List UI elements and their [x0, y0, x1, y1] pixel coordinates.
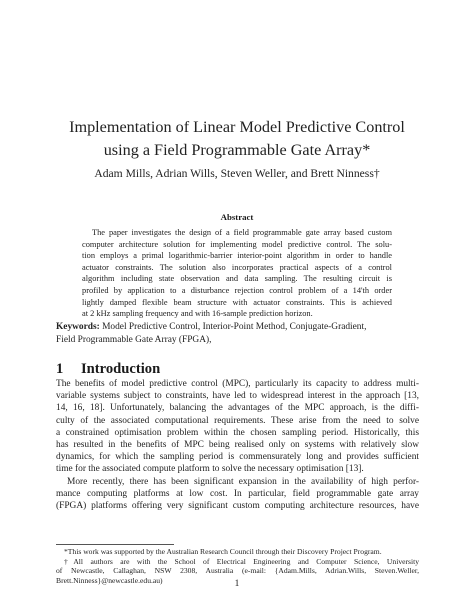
abstract-line: lightly damped flexible beam structure with actuator constraints. This is achieved [82, 297, 392, 307]
keywords-text-1: Model Predictive Control, Interior-Point Method, Conjugate-Gradient, [99, 322, 367, 332]
body-line: time for the associated compute platform to solve the necessary optimisation [13]. [56, 464, 364, 475]
abstract-line: tion employs a primal logarithmic-barrier interior-point algorithm in order to handle [82, 251, 392, 261]
section-title: Introduction [81, 361, 161, 377]
body-line: has resulted in the benefits of MPC being realised only on systems with relatively slow [56, 440, 419, 451]
author-list: Adam Mills, Adrian Wills, Steven Weller, and Brett Ninness† [94, 167, 380, 180]
body-line: a constrained optimisation problem within the chosen sampling period. Historically, this [56, 427, 419, 438]
abstract-line: profiled by application to a disturbance rejection control problem of a 14'th order [82, 285, 392, 295]
keywords-label: Keywords: [56, 322, 100, 332]
abstract-line: computer architecture solution for implementing model predictive control. The solu- [82, 239, 392, 249]
body-line: The benefits of model predictive control (MPC), particularly its capacity to address multi- [56, 379, 419, 389]
footnote-line: Brett.Ninness}@newcastle.edu.au) [56, 575, 163, 585]
keywords-text-2: Field Programmable Gate Array (FPGA), [56, 334, 212, 345]
body-line: 14, 16, 18]. Unfortunately, balancing the advantages of the MPC approach, is the diffi- [56, 403, 419, 414]
keywords [56, 321, 419, 347]
abstract-line: algorithm including state observation and data sampling. The resulting circuit is [82, 274, 392, 284]
body-line: mance computing platforms at low cost. In particular, field programmable gate array [56, 488, 419, 499]
body-line: culty of the associated computational requirements. These arise from the need to solve [56, 415, 419, 426]
abstract-body [82, 227, 392, 320]
footnote-line: *This work was supported by the Australian Research Council through their Discovery Project Program. [64, 547, 382, 556]
body-line: dynamics, for which the sampling period is commensurately long and provides sufficient [56, 452, 419, 463]
title-line-2: using a Field Programmable Gate Array* [103, 141, 371, 159]
section-number: 1 [56, 361, 64, 377]
body-line: (FPGA) platforms offering very significant custom computing architecture resources, have [56, 501, 419, 512]
abstract-line: at 2 kHz sampling frequency and with 16-sample prediction horizon. [82, 309, 313, 319]
body-line: variable systems subject to constraints, have led to widespread interest in the approach [13, [56, 391, 419, 402]
footnote-line: †All authors are with the School of Electrical Engineering and Computer Science, University [64, 556, 419, 566]
paper-title [40, 116, 434, 162]
abstract-heading: Abstract [220, 212, 254, 222]
footnote-rule [56, 544, 174, 545]
abstract-line: actuator constraints. The solution also incorporates practical aspects of a control [82, 262, 392, 272]
body-line: More recently, there has been significant expansion in the availability of high perfor- [67, 476, 419, 487]
introduction-body [56, 378, 419, 512]
footnote-line: of Newcastle, Callaghan, NSW 2308, Australia (e-mail: {Adam.Mills, Adrian.Wills, Steven.Weller, [56, 566, 419, 575]
abstract-line: The paper investigates the design of a field programmable gate array based custom [92, 228, 392, 237]
title-line-1: Implementation of Linear Model Predictive Control [69, 118, 405, 136]
page-number: 1 [234, 579, 240, 589]
